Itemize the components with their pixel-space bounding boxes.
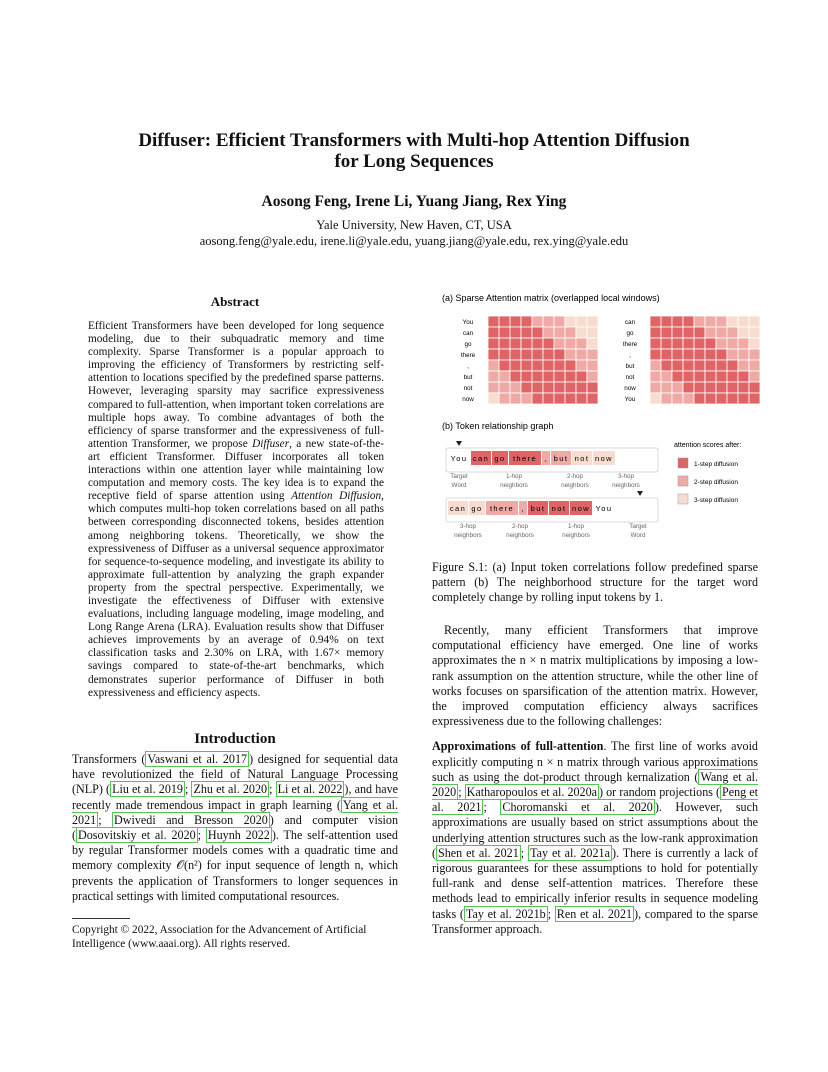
abstract-text-2: , a new state-of-the-art efficient Transformer. Diffuser incorporates all token interactions within one attention layer while maintaining low computation and memory costs. The key idea is to expand the receptive field of sparse attention using [88,437,384,503]
matrix-cell [705,327,716,338]
matrix-cell [510,316,521,327]
neighbor-group-label: 2-hop [566,473,584,480]
copyright-notice: Copyright © 2022, Association for the Advancement of Artificial Intelligence (www.aaai.org). All rights reserved. [72,924,367,950]
matrix-cell [672,349,683,360]
token-word: now [595,454,613,463]
citation-link[interactable]: Dwivedi and Bresson 2020 [114,812,268,827]
matrix-cell [554,327,565,338]
body-text: ; [520,845,529,860]
neighbor-group-label: neighbors [500,482,528,489]
matrix-cell [749,382,760,393]
intro-text: ; [269,782,276,797]
citation-link[interactable]: Choromanski et al. 2020 [502,800,653,815]
matrix-cell [565,371,576,382]
intro-text: ; [98,812,113,827]
matrix-cell [510,349,521,360]
abstract-text-3: , which computes multi-hop token correlations based on all paths between corresponding disconnected tokens, besides attention among neighboring tokens. Theoretically, we show the expressiveness of Diffuser as a universal sequence approximator for sequence-to-sequence modeling, and investigate its ability to approximate full-attention by analyzing the graph expander property from the spectral perspective. Experimentally, we investigate the effectiveness of Diffuser with extensive evaluations, including language modeling, image modeling, and Long Range Arena (LRA). Evaluation results show that Diffuser achieves improvements by an average of 0.94% on text classification tasks and 2.30% on LRA, with 1.67× memory savings compared to state-of-the-art benchmarks, which demonstrates superior performance of Diffuser in both expressiveness and efficiency aspects. [88,490,384,699]
citation-link[interactable]: Yang et al. 2021 [72,797,398,827]
citation-link[interactable]: Huynh 2022 [207,828,270,843]
legend-label: 1-step diffusion [694,461,738,468]
matrix-cell [521,360,532,371]
body-text: ) or random projections ( [599,785,721,800]
intro-text: ; [197,828,206,843]
matrix-cell [650,316,661,327]
matrix-cell [587,371,598,382]
matrix-cell [694,316,705,327]
legend-swatch [678,476,688,486]
matrix-cell [683,393,694,404]
matrix-row-label: , [467,362,469,370]
matrix-cell [499,360,510,371]
matrix-cell [661,338,672,349]
matrix-cell [543,316,554,327]
matrix-cell [650,393,661,404]
matrix-cell [716,393,727,404]
matrix-cell [672,338,683,349]
token-word: not [551,504,567,513]
matrix-cell [694,327,705,338]
neighbor-group-label: 2-hop [511,523,529,530]
token-word: but [553,454,569,463]
affiliation: Yale University, New Haven, CT, USA [316,218,512,232]
token-word: go [494,454,506,463]
matrix-cell [576,393,587,404]
matrix-cell [650,338,661,349]
body-text: ; [547,906,555,921]
intro-text: Transformers ( [72,752,146,766]
matrix-cell [587,360,598,371]
legend-swatch [678,458,688,468]
legend-swatch [678,494,688,504]
matrix-cell [683,360,694,371]
matrix-cell [705,360,716,371]
matrix-cell [749,371,760,382]
matrix-row-label: now [462,395,474,403]
neighbor-group-label: 1-hop [505,473,523,480]
matrix-cell [554,338,565,349]
matrix-cell [672,360,683,371]
matrix-cell [576,338,587,349]
matrix-cell [650,349,661,360]
matrix-cell [532,371,543,382]
matrix-cell [738,393,749,404]
matrix-cell [510,327,521,338]
matrix-cell [488,349,499,360]
matrix-cell [727,349,738,360]
token-word: You [595,504,613,513]
matrix-cell [543,349,554,360]
legend [678,458,738,504]
matrix-cell [499,371,510,382]
matrix-cell [521,371,532,382]
matrix-cell [587,393,598,404]
matrix-cell [727,316,738,327]
matrix-cell [672,382,683,393]
matrix-cell [749,349,760,360]
token-row-1 [446,441,658,489]
citation-link[interactable]: Peng et al. 2021 [432,785,758,815]
footnote-rule [72,918,130,919]
body-text: ; [483,800,501,815]
matrix-cell [749,338,760,349]
neighbor-group-label: 1-hop [567,523,585,530]
matrix-cell [683,338,694,349]
title-line-1: Diffuser: Efficient Transformers with Multi-hop Attention Diffusion [138,130,690,151]
matrix-cell [554,382,565,393]
matrix-row-label: but [625,362,635,370]
citation-link[interactable]: Liu et al. 2019 [112,782,183,797]
matrix-cell [738,316,749,327]
body-text: ; [458,785,465,800]
matrix-cell [576,382,587,393]
matrix-cell [683,349,694,360]
body-text: ). There is currently a lack of rigorous guarantees for these assumptions to hold for potentially full-rank and dense self-attention matrices. Therefore these methods lead to empirically inferior results in sequence modeling tasks ( [432,845,758,921]
neighbor-group-label: Target [629,523,647,530]
neighbor-group-label: neighbors [562,532,590,539]
matrix-cell [650,327,661,338]
matrix-cell [499,382,510,393]
matrix-cell [576,349,587,360]
matrix-cell [521,327,532,338]
matrix-cell [694,360,705,371]
matrix-cell [488,371,499,382]
matrix-cell [576,360,587,371]
body-text: ), compared to the sparse Transformer approach. [432,906,758,936]
matrix-cell [587,338,598,349]
matrix-cell [727,371,738,382]
right-column-body [432,623,758,937]
matrix-cell [532,349,543,360]
matrix-row-label: , [629,351,631,359]
matrix-cell [532,360,543,371]
matrix-cell [554,349,565,360]
matrix-cell [716,316,727,327]
token-word: , [521,504,525,513]
matrix-cell [543,327,554,338]
matrix-cell [661,327,672,338]
abstract-heading: Abstract [210,294,260,309]
matrix-cell [532,382,543,393]
matrix-row-label: go [464,340,472,348]
matrix-cell [554,316,565,327]
title-line-2: for Long Sequences [334,151,494,172]
matrix-cell [738,382,749,393]
token-word: , [544,454,548,463]
citation-link[interactable]: Vaswani et al. 2017 [147,752,248,766]
matrix-cell [749,393,760,404]
matrix-cell [488,393,499,404]
abstract-text-1: Efficient Transformers have been developed for long sequence modeling, due to their subquadratic memory and time complexity. Sparse Transformer is a popular approach to improving the efficiency of Transformers by restricting self-attention to locations specified by the predefined sparse patterns. However, leveraging sparsity may sacrifice expressiveness compared to full-attention, when important token correlations are multiple hops away. To combine advantages of both the efficiency of sparse transformer and the expressiveness of full-attention Transformer, we propose [88,320,384,450]
matrix-cell [672,393,683,404]
body-text: ). However, such approximations are usually based on strict assumptions about the underlying attention structures such as the low-rank approximation ( [432,800,758,860]
matrix-cell [727,338,738,349]
matrix-cell [543,382,554,393]
token-word: there [489,504,515,513]
neighbor-group-label: 3-hop [459,523,477,530]
matrix-cell [716,360,727,371]
matrix-row-label: You [462,318,474,326]
token-word: go [471,504,483,513]
abstract-diffuser: Diffuser [252,437,290,450]
attention-matrix-2 [623,316,760,404]
matrix-cell [565,393,576,404]
matrix-cell [727,393,738,404]
matrix-cell [672,371,683,382]
body-text: . The first line of works avoid explicitly computing n × n matrix through various approximations such as using the dot-product through kernalization ( [432,739,758,784]
token-row-2 [446,491,658,539]
token-word: now [572,504,590,513]
matrix-cell [661,371,672,382]
matrix-cell [543,393,554,404]
matrix-cell [683,371,694,382]
matrix-cell [705,371,716,382]
matrix-cell [672,316,683,327]
matrix-cell [521,338,532,349]
matrix-cell [727,360,738,371]
matrix-cell [705,382,716,393]
token-word: there [512,454,538,463]
citation-link[interactable]: Shen et al. 2021 [438,845,519,860]
matrix-cell [499,316,510,327]
abstract-body [88,320,384,700]
matrix-row-label: can [624,318,636,326]
neighbor-group-label: neighbors [506,532,534,539]
matrix-row-label: go [626,329,634,337]
target-arrow-icon [456,441,462,446]
matrix-cell [543,360,554,371]
affiliation-block [60,217,768,249]
matrix-cell [565,316,576,327]
citation-link[interactable]: Wang et al. 2020 [432,769,758,800]
matrix-cell [543,338,554,349]
token-word: can [449,504,467,513]
figure-caption: Figure S.1: (a) Input token correlations follow predefined sparse pattern (b) The neighborhood structure for the target word completely change by rolling input tokens by 1. [432,560,758,605]
matrix-cell [510,382,521,393]
matrix-cell [576,316,587,327]
matrix-cell [521,316,532,327]
matrix-cell [510,393,521,404]
matrix-cell [565,382,576,393]
citation-link[interactable]: Tay et al. 2021b [465,906,546,921]
token-word: You [450,454,468,463]
token-word: can [472,454,490,463]
matrix-cell [532,316,543,327]
matrix-cell [565,349,576,360]
neighbor-group-label: neighbors [454,532,482,539]
matrix-cell [661,393,672,404]
matrix-row-label: now [624,384,636,392]
matrix-row-label: there [622,340,638,348]
matrix-cell [587,382,598,393]
neighbor-group-label: Target [450,473,468,480]
matrix-row-label: but [463,373,473,381]
matrix-cell [694,338,705,349]
matrix-cell [543,371,554,382]
attention-matrix-1 [461,316,598,404]
matrix-cell [488,338,499,349]
intro-body [72,752,398,904]
neighbor-group-label: Word [630,532,646,539]
matrix-cell [683,382,694,393]
matrix-cell [661,382,672,393]
matrix-cell [661,349,672,360]
matrix-cell [661,316,672,327]
matrix-row-label: can [462,329,474,337]
matrix-cell [488,316,499,327]
matrix-cell [510,360,521,371]
matrix-cell [727,327,738,338]
matrix-cell [488,382,499,393]
matrix-cell [749,360,760,371]
figure-s1 [432,286,762,556]
matrix-cell [532,393,543,404]
matrix-cell [576,371,587,382]
figure-title-b: (b) Token relationship graph [442,421,554,431]
matrix-cell [576,327,587,338]
matrix-cell [499,393,510,404]
matrix-cell [694,349,705,360]
legend-label: 3-step diffusion [694,497,738,504]
matrix-cell [694,393,705,404]
neighbor-group-label: neighbors [612,482,640,489]
intro-text: ), and have recently made tremendous impact in graph learning ( [72,782,399,812]
matrix-row-label: not [463,384,473,392]
matrix-cell [565,360,576,371]
matrix-cell [499,349,510,360]
matrix-cell [716,382,727,393]
matrix-cell [738,349,749,360]
matrix-cell [705,316,716,327]
matrix-cell [738,371,749,382]
intro-text: ) and computer vision ( [72,812,398,843]
matrix-cell [650,382,661,393]
matrix-cell [716,327,727,338]
matrix-cell [738,327,749,338]
matrix-row-label: You [624,395,636,403]
matrix-cell [565,338,576,349]
matrix-cell [510,371,521,382]
matrix-cell [705,338,716,349]
matrix-cell [749,327,760,338]
matrix-cell [661,360,672,371]
matrix-cell [499,327,510,338]
matrix-cell [521,349,532,360]
citation-link[interactable]: Zhu et al. 2020 [193,782,268,797]
emails: aosong.feng@yale.edu, irene.li@yale.edu, yuang.jiang@yale.edu, rex.ying@yale.edu [199,234,629,248]
intro-text: ) designed for sequential data have revolutionized the field of Natural Language Processing (NLP) ( [72,752,399,797]
matrix-cell [488,327,499,338]
citation-link[interactable]: Katharopoulos et al. 2020a [466,785,598,800]
matrix-cell [738,360,749,371]
figure-title-a: (a) Sparse Attention matrix (overlapped local windows) [442,293,660,303]
token-word: not [574,454,590,463]
matrix-cell [705,349,716,360]
matrix-cell [749,316,760,327]
matrix-cell [554,393,565,404]
abstract-attention-diffusion: Attention Diffusion [291,490,382,503]
approximations-heading: Approximations of full-attention [432,739,604,754]
intro-heading: Introduction [194,731,276,747]
matrix-cell [488,360,499,371]
legend-title: attention scores after: [674,442,742,449]
matrix-cell [532,327,543,338]
matrix-cell [694,371,705,382]
matrix-cell [587,327,598,338]
citation-link[interactable]: Dosovitskiy et al. 2020 [78,828,196,843]
matrix-cell [683,316,694,327]
legend-label: 2-step diffusion [694,479,738,486]
neighbor-group-label: Word [451,482,467,489]
matrix-cell [694,382,705,393]
paper-title [60,130,768,172]
matrix-cell [727,382,738,393]
matrix-cell [499,338,510,349]
citation-link[interactable]: Ren et al. 2021 [556,906,633,921]
target-arrow-icon [637,491,643,496]
matrix-cell [705,393,716,404]
matrix-cell [683,327,694,338]
paragraph-approximations [432,739,758,937]
matrix-cell [738,338,749,349]
authors: Aosong Feng, Irene Li, Yuang Jiang, Rex Ying [261,193,567,210]
matrix-row-label: not [625,373,635,381]
matrix-cell [521,393,532,404]
matrix-cell [716,338,727,349]
matrix-cell [672,327,683,338]
matrix-cell [716,349,727,360]
matrix-cell [532,338,543,349]
matrix-cell [587,349,598,360]
matrix-row-label: there [460,351,476,359]
citation-link[interactable]: Li et al. 2022 [277,782,343,797]
neighbor-group-label: neighbors [561,482,589,489]
matrix-cell [554,371,565,382]
intro-text: ; [184,782,192,797]
matrix-cell [521,382,532,393]
citation-link[interactable]: Tay et al. 2021a [530,845,610,860]
paragraph-recently: Recently, many efficient Transformers that improve computational efficiency have emerged. One line of works approximates the n × n matrix multiplications by imposing a low-rank assumption on the attention structure, while the other line of works focuses on sparsification of the attention matrix. However, the improved computation efficiency always sacrifices expressiveness due to the following challenges: [432,623,758,729]
token-word: but [530,504,546,513]
matrix-cell [510,338,521,349]
matrix-cell [716,371,727,382]
matrix-cell [650,360,661,371]
matrix-cell [587,316,598,327]
neighbor-group-label: 3-hop [617,473,635,480]
matrix-cell [565,327,576,338]
intro-text: ). The self-attention used by regular Transformer models comes with a quadratic time and memory complexity 𝒪(n²) for input sequence of length n, which prevents the application of Transformers to longer sequences in practical settings with limited computational resources. [72,828,398,903]
matrix-cell [650,371,661,382]
matrix-cell [554,360,565,371]
